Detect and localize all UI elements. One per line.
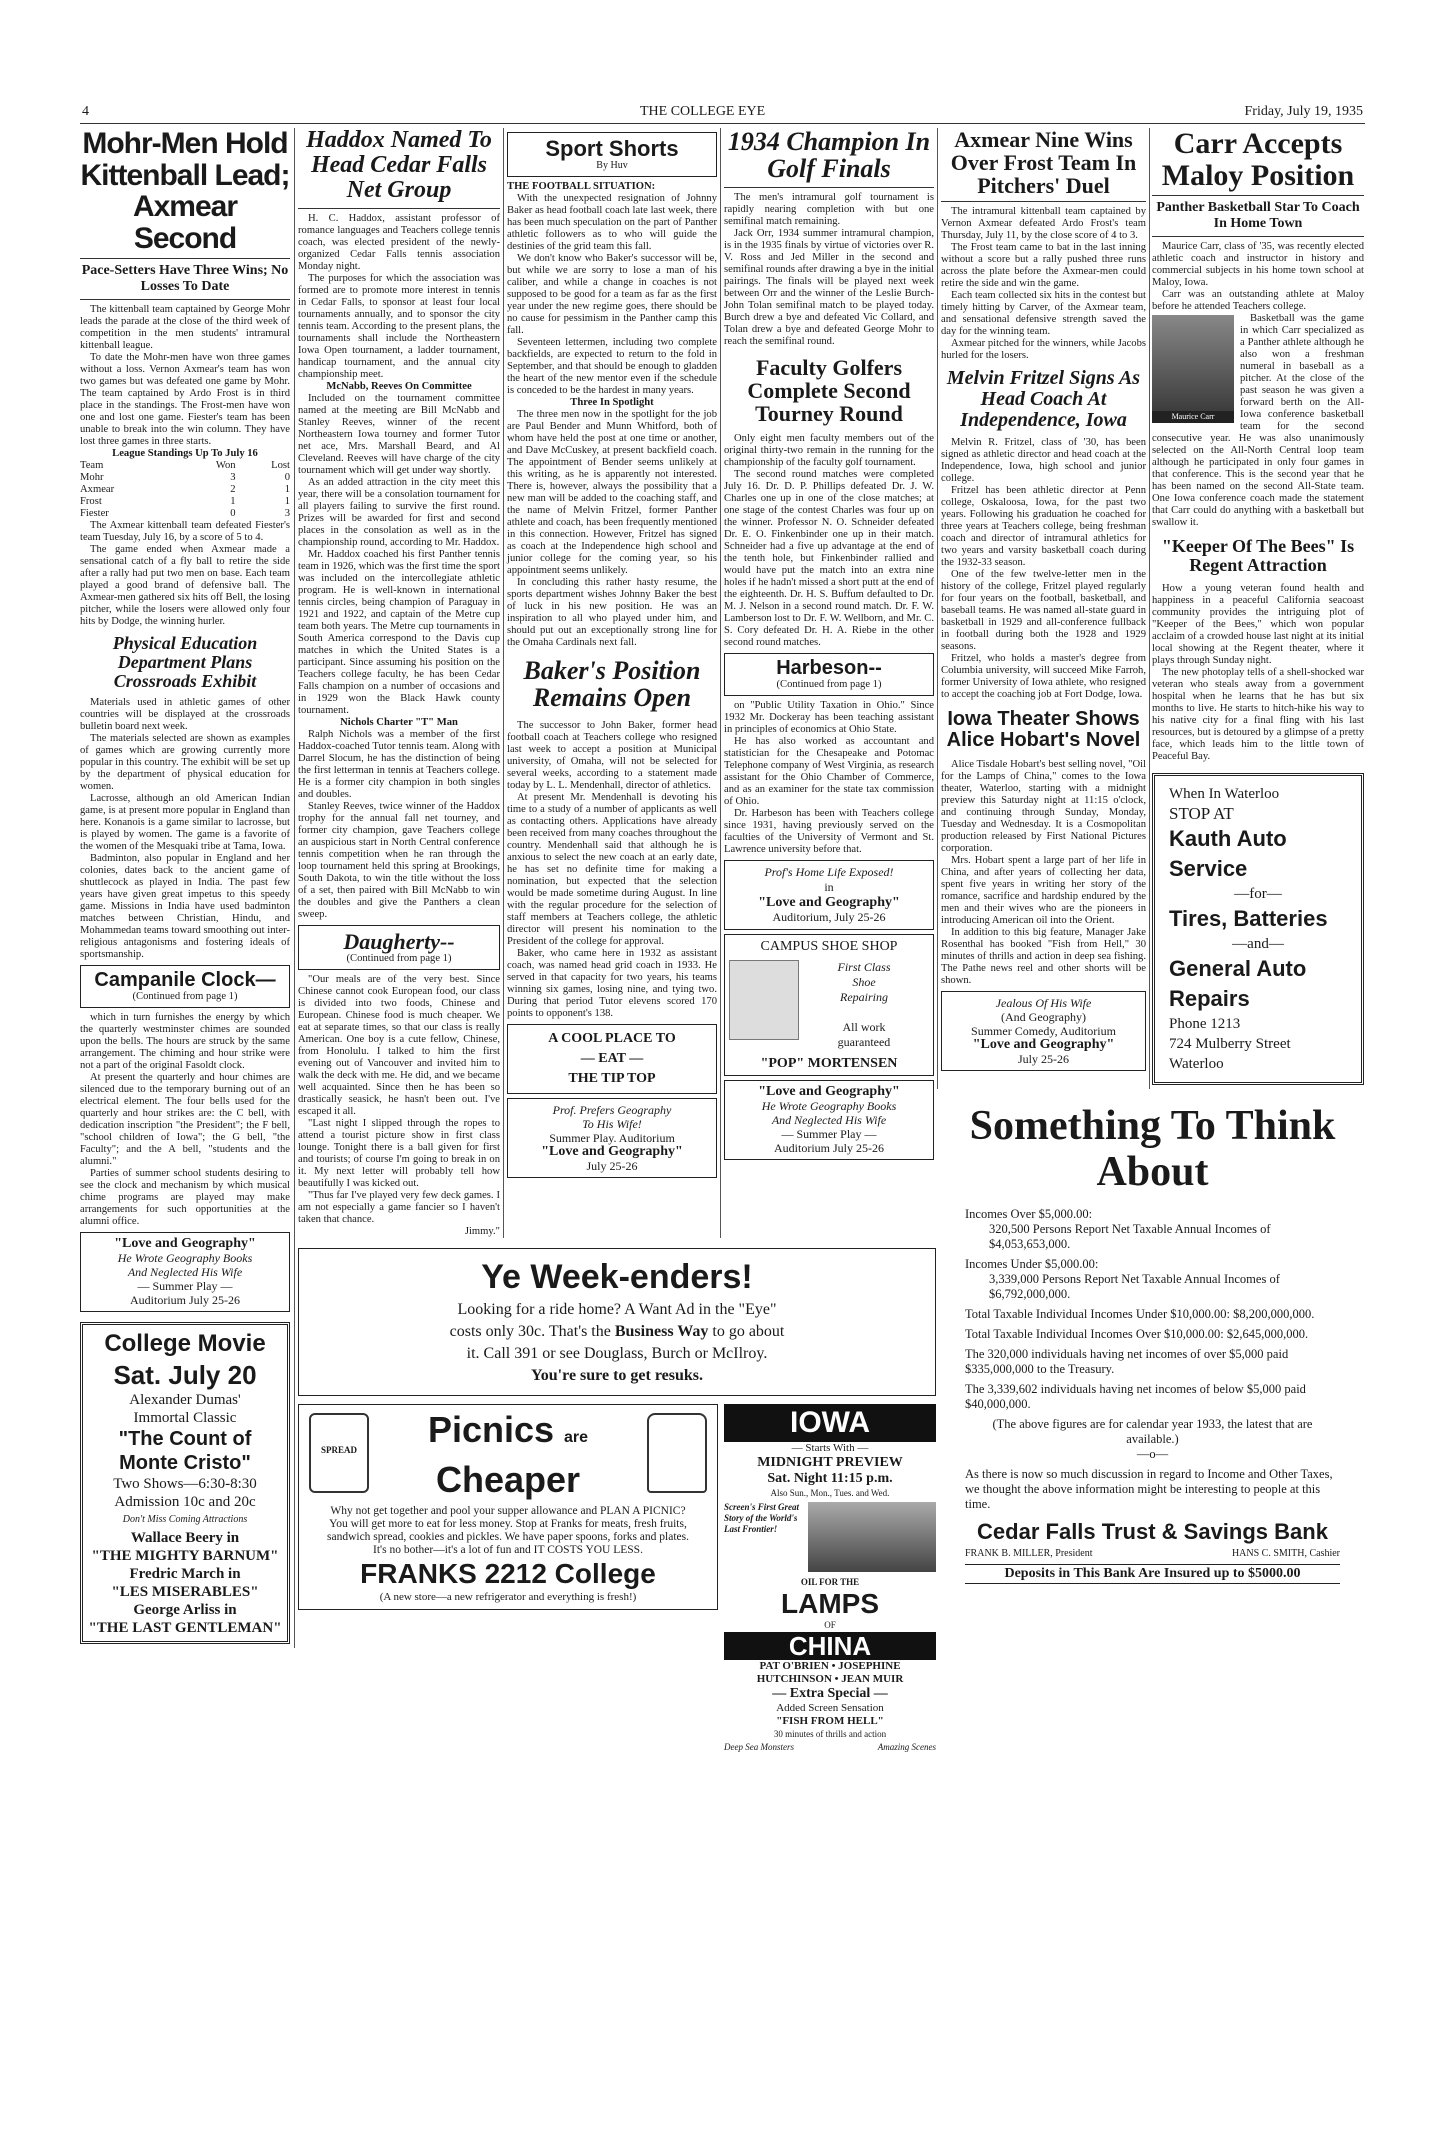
daugherty-paragraph: "Last night I slipped through the ropes to attend a tourist picture show in first class lounge. Tonight there is a ball given for first and tourists; of course I'm going to break in on it. My next letter will probably tell how beautifully I was kicked out. [298, 1117, 500, 1189]
column-rule [503, 128, 504, 1238]
hobart-headline: Iowa Theater Shows Alice Hobart's Novel [946, 708, 1141, 752]
tip-top-ad: A COOL PLACE TO — EAT — THE TIP TOP [507, 1024, 717, 1094]
campanile-paragraph: which in turn furnishes the energy by which the quarterly westminster chimes are sounded upon the bells. The hours are struck by the same arrangement. The chiming and hour strike were not a part of the original Fasoldt clock. [80, 1011, 290, 1071]
table-row: Fiester 0 3 [80, 508, 290, 519]
column-1 [80, 128, 290, 1648]
sport-shorts-header: Sport Shorts By Huv [507, 132, 717, 177]
mohr-deck: Pace-Setters Have Three Wins; No Losses To Date [81, 263, 289, 294]
golf-headline: 1934 Champion In Golf Finals [727, 127, 931, 184]
bank-ad: Something To Think About Incomes Over $5,000.00: 320,500 Persons Report Net Taxable Annual Incomes of $4,053,653,000. Incomes Under $5,000.00: 3,339,000 Persons Report Net Taxable Annual Incomes of $6,792,000,000. Total Taxable Individual Incomes Under $10,000.00: $8,200,000,000. Total Taxable Individual Incomes Over $10,000.00: $2,645,000,000. The 320,000 individuals having net incomes of over $5,000 paid $335,000,000 to the Treasury. The 3,339,602 individuals having net incomes of below $5,000 paid $40,000,000. (The above figures are for calendar year 1933, the latest that are available.) —o— As there is now so much discussion in regard to Income and Other Taxes, we thought the above information might be interesting to people at this time. Cedar Falls Trust & Savings Bank FRANK B. MILLER, President HANS C. SMITH, Cashier Deposits in This Bank Are Insured up to $5000.00 [941, 1103, 1364, 1584]
carr-paragraph: Carr was an outstanding athlete at Maloy before he attended Teachers college. [1152, 289, 1364, 312]
haddox-paragraph: Included on the tournament committee named at the meeting are Bill McNabb and Stanley Reeves, winner of the recent Northeastern Iowa tourney and former Tutor net ace, Mrs. Marshall Beard, and Al Cleveland. Reeves will have charge of the city tournament which will get under way shortly. [298, 392, 500, 476]
sport-paragraph: With the unexpected resignation of Johnny Baker as head football coach late last week, there has been much speculation on the part of Panther athletic followers as to who will guide the destinies of the grid team this fall. [507, 193, 717, 253]
sport-paragraph: The three men now in the spotlight for the job are Paul Bender and Munn Whitford, both of whom have held the post at one time or another, and Dave McCuskey, at present backfield coach. The appointment of Bender seems unlikely at this writing, as he is apparently not interested. There is, however, always the possibility that a new man will be added to the coaching staff, and the name of Melvin Fritzel, former Panther athlete and coach, has been frequently mentioned in this connection. However, Fritzel has signed as coach at the Independence high school and junior college for the coming year, so his appointment seems unlikely. [507, 409, 717, 577]
week-enders-line: it. Call 391 or see Douglass, Burch or McIlroy. [466, 1345, 768, 1362]
mohr-headline: Mohr-Men Hold Kittenball Lead; Axmear Second [80, 127, 290, 255]
bank-insurance-note: Deposits in This Bank Are Insured up to $5000.00 [965, 1564, 1340, 1584]
mohr-paragraph: The game ended when Axmear made a sensational catch of a fly ball to retire the side after a rally had put two men on base. Each team played a good brand of defensive ball. The Axmear-men gathered six hits off Bell, the losing pitcher, while the losers were allowed only four hits by Dodge, the winning hurler. [80, 544, 290, 627]
golf-paragraph: The men's intramural golf tournament is rapidly nearing completion with but one semifinal match remaining. [724, 191, 934, 227]
harbeson-paragraph: Dr. Harbeson has been with Teachers college since 1931, having previously served on the faculties of the University of Vermont and St. Lawrence university before that. [724, 807, 934, 855]
iowa-logo: IOWA [724, 1404, 936, 1442]
jar-icon: SPREAD [309, 1413, 369, 1493]
baker-paragraph: The successor to John Baker, former head football coach at Teachers college who resigned last week to accept a position at Municipal university, of Omaha, will not be selected for several weeks, according to a statement made today by L. L. Mendenhall, director of athletics. [507, 719, 717, 791]
column-3 [507, 128, 717, 1182]
shoe-shop-ad: CAMPUS SHOE SHOP First Class Shoe Repairing All work guaranteed "POP" MORTENSEN [724, 934, 934, 1076]
harbeson-header: Harbeson-- (Continued from page 1) [724, 653, 934, 696]
carr-paragraph: Maurice Carr, class of '35, was recently elected athletic coach and instructor in history and commercial subjects in his home town school at Maloy, Iowa. [1152, 241, 1364, 288]
haddox-paragraph: Mr. Haddox coached his first Panther tennis team in 1926, which was the first time the sport was included on the intercollegiate athletic program. He is well-known in international tennis circles, being champion of Paraguay in 1921 and 1922, and captain of the Metre cup team both years. The Metre cup tournaments in South America correspond to the Davis cup matches in which the United States is a participant. Since assuming his position on the Teachers college faculty, he has been Cedar Falls champion on a number of occasions and in 1929 won the Black Hawk county tournament. [298, 548, 500, 716]
haddox-headline: Haddox Named To Head Cedar Falls Net Group [306, 127, 492, 204]
standings-title: League Standings Up To July 16 [112, 448, 258, 459]
bank-president: FRANK B. MILLER, President [965, 1548, 1093, 1559]
table-row: Mohr 3 0 [80, 472, 290, 483]
carr-headline: Carr Accepts Maloy Position [1161, 127, 1355, 192]
franks-picnic-ad: SPREAD Picnics are Cheaper Why not get together and pool your supper allowance and PLAN A PICNIC? You will get more to eat for less money. Stop at Franks for meats, fresh fruits, sandwich spread, cookies and pickles. We have paper spoons, forks and plates. It's no bother—it's a lot of fun and IT COSTS YOU LESS. FRANKS 2212 College (A new store—a new refrigerator and everything is fresh!) [298, 1404, 718, 1610]
masthead [80, 104, 1365, 124]
harbeson-paragraph: He has also worked as accountant and statistician for the Chesapeake and Potomac Telephone company of West Virginia, as research assistant for the Ohio Chamber of Commerce, and as an examiner for the state tax commission of Ohio. [724, 735, 934, 807]
fritzel-headline: Melvin Fritzel Signs As Head Coach At Independence, Iowa [946, 367, 1141, 432]
physed-paragraph: Badminton, also popular in England and her colonies, dates back to the ancient game of shuttlecock as played in India. The past few years have given great impetus to this speedy game. Missions in India have used badminton matches between Christian, Hindu, and Mohammedan teams toward smoothing out inter-religious antagonisms and fostering ideals of sportsmanship. [80, 852, 290, 960]
week-enders-line: Looking for a ride home? A Want Ad in the "Eye" [457, 1301, 777, 1318]
keeper-paragraph: The new photoplay tells of a shell-shocked war veteran who steals away from a government hospital when he learns that he has but six months to live. He starts to hitch-hike his way to his native city for a final fling with his last resources, but is detoured by a glimpse of a pretty face, which leads him to the little town of Peaceful Bay. [1152, 666, 1364, 762]
column-6 [1152, 128, 1364, 1089]
haddox-paragraph: Ralph Nichols was a member of the first Haddox-coached Tutor tennis team. Along with Darrel Slocum, he has the distinction of being the first letterman in tennis at Teachers college. He is a former city champion in both singles and doubles. [298, 728, 500, 800]
axmear-paragraph: Axmear pitched for the winners, while Jacobs hurled for the losers. [941, 338, 1146, 362]
movie-still-image [808, 1502, 936, 1572]
sport-subhead: THE FOOTBALL SITUATION: [507, 181, 656, 193]
franks-store-name: FRANKS 2212 College [360, 1558, 656, 1589]
mohr-paragraph: The kittenball team captained by George Mohr leads the parade at the close of the third week of competition in the men students' intramural kittenball league. [80, 304, 290, 351]
table-row: Frost 1 1 [80, 496, 290, 507]
physed-headline: Physical Education Department Plans Crossroads Exhibit [112, 633, 258, 691]
week-enders-line: You're sure to get resuks. [531, 1367, 703, 1384]
carr-paragraph: Basketball was the game in which Carr specialized as a Panther athlete although he also won a freshman numeral in baseball as a pitcher. At the close of the past season he was given a forward berth on the All-Iowa conference basketball team for the second consecutive year. He was also unanimously selected on the All-North Central loop team although he participated in only four games in that conference. This is the second year that he has been named on the second All-State team. One Iowa conference coach made the statement that Carr could do anything with a basketball but swallow it. [1152, 313, 1364, 528]
sport-subhead: Three In Spotlight [570, 397, 654, 409]
sport-paragraph: We don't know who Baker's successor will be, but while we are sorry to lose a man of his caliber, and while a change in coaches is not supposed to be good for a team as far as the first year under the new regime goes, there should be no cause for pessimism in the Panther camp this fall. [507, 253, 717, 337]
table-row: Axmear 2 1 [80, 484, 290, 495]
carr-deck: Panther Basketball Star To Coach In Home Town [1156, 200, 1360, 231]
haddox-paragraph: H. C. Haddox, assistant professor of romance languages and Teachers college tennis coach, was elected president of the newly-organized Cedar Falls tennis association Monday night. [298, 212, 500, 272]
prof-prefers-ad: Prof. Prefers Geography To His Wife! Summer Play. Auditorium "Love and Geography" July 25-26 [507, 1098, 717, 1178]
daugherty-signature: Jimmy." [464, 1225, 500, 1237]
baker-paragraph: Baker, who came here in 1932 as assistant coach, was named head grid coach in 1933. He served in that capacity for two years, his teams winning six games, losing nine, and tying two. During that period Tutor elevens scored 170 points to opponent's 138. [507, 947, 717, 1019]
column-rule [294, 128, 295, 1648]
iowa-theater-ad: IOWA — Starts With — MIDNIGHT PREVIEW Sat. Night 11:15 p.m. Also Sun., Mon., Tues. and Wed. Screen's First Great Story of the World's Last Frontier! OIL FOR THE LAMPS OF CHINA PAT O'BRIEN • JOSEPHINE HUTCHINSON • JEAN MUIR — Extra Special — Added Screen Sensation "FISH FROM HELL" 30 minutes of thrills and action Deep Sea Monsters Amazing Scenes [724, 1406, 936, 1752]
baker-headline: Baker's Position Remains Open [523, 656, 701, 713]
week-enders-line: costs only 30c. That's the Business Way to go about [449, 1323, 785, 1340]
standings-table [80, 460, 290, 520]
jealous-ad: Jealous Of His Wife (And Geography) Summer Comedy, Auditorium "Love and Geography" July 25-26 [941, 991, 1146, 1071]
faculty-paragraph: The second round matches were completed July 16. Dr. D. P. Phillips defeated Dr. J. W. Charles one up in one of the close matches; at one stage of the contest Charles was four up on the winner. Professor N. O. Schneider defeated Dr. E. O. Finkenbinder one up in their match. Schneider had a five up advantage at the end of the tenth hole, but Finkenbinder rallied and would have put the match into an extra nine holes if he hadn't missed a short putt at the end of the eighteenth. Dr. H. S. Buffum defaulted to Dr. M. J. Nelson in a second round match. Dr. F. W. Lamberson lost to Dr. F. W. Wellborn, and Mr. C. S. Cory defeated Dr. H. A. Riebe in the other second round matches. [724, 468, 934, 648]
pickle-jar-icon [647, 1413, 707, 1493]
axmear-headline: Axmear Nine Wins Over Frost Team In Pitchers' Duel [950, 127, 1137, 199]
love-geography-ad-1: "Love and Geography" He Wrote Geography Books And Neglected His Wife — Summer Play — Auditorium July 25-26 [80, 1232, 290, 1312]
sport-paragraph: In concluding this rather hasty resume, the sports department wishes Johnny Baker the best of luck in his new position. He was an inspiration to all who played under him, and should put out an exceptionally strong line for the Omaha Cardinals next fall. [507, 577, 717, 649]
sport-paragraph: Seventeen lettermen, including two complete backfields, are expected to return to the fold in September, and that should be enough to gladden the heart of the new mentor even if the schedule is conceded to be the hardest in many years. [507, 337, 717, 397]
campanile-paragraph: At present the quarterly and hour chimes are silenced due to the temporary burning out of an electrical element. The four bells used for the quarterly and hour strikes are: the C bell, with dedication inscription "the President"; the F bell, "school children of Iowa"; the G bell, "the Faculty"; and the A bell, "students and the alumni." [80, 1071, 290, 1167]
home-life-ad: Prof's Home Life Exposed! in "Love and Geography" Auditorium, July 25-26 [724, 860, 934, 930]
haddox-subhead: McNabb, Reeves On Committee [326, 380, 472, 392]
love-geography-ad-3: "Love and Geography" He Wrote Geography Books And Neglected His Wife — Summer Play — Auditorium July 25-26 [724, 1080, 934, 1160]
bank-ad-title: Something To Think About [969, 1103, 1336, 1195]
column-4 [724, 128, 934, 1164]
fritzel-paragraph: Fritzel has been athletic director at Penn college, Oskaloosa, Iowa, for the past two years. Following his graduation he coached for three years at Teachers college, being freshman coach and director of intramural athletics for two years and varsity basketball coach during the 1932-33 season. [941, 485, 1146, 569]
axmear-paragraph: The intramural kittenball team captained by Vernon Axmear defeated Ardo Frost's team Thursday, July 11, by the close score of 4 to 3. [941, 206, 1146, 242]
issue-date: Friday, July 19, 1935 [1244, 104, 1363, 119]
paper-name: THE COLLEGE EYE [640, 104, 766, 119]
haddox-paragraph: As an added attraction in the city meet this year, there will be a consolation tournament for all players failing to survive the first round. Prizes will be awarded for first and second places in the consolation as well as in the championship round, according to Mr. Haddox. [298, 476, 500, 548]
campanile-header: Campanile Clock— (Continued from page 1) [80, 965, 290, 1008]
keeper-headline: "Keeper Of The Bees" Is Regent Attraction [1161, 536, 1355, 575]
haddox-paragraph: Stanley Reeves, twice winner of the Haddox trophy for the annual fall net tourney, and former city champion, gave Teachers college an auspicious start in North Central conference tennis competition when he ran through the loop tournament held this spring at Brookings, South Dakota, to win the title without the loss of a set, then paired with Bill McNabb to win the doubles and give the Panthers a clean sweep. [298, 800, 500, 920]
axmear-paragraph: The Frost team came to bat in the last inning without a score but a rally pushed three runs across the plate before the Axmear-men could retire the side and win the game. [941, 242, 1146, 290]
hobart-paragraph: Mrs. Hobart spent a large part of her life in China, and after years of collecting her data, spent five years in writing her story of the romance, sacrifice and hardship endured by the men and their wives who are the pioneers in introducing American oil into the Orient. [941, 855, 1146, 927]
haddox-subhead: Nichols Charter "T" Man [340, 716, 458, 728]
photo-caption: Maurice Carr [1152, 411, 1234, 423]
daugherty-paragraph: "Thus far I've played very few deck games. I am not especially a game fancier so I haven't taken that chance. [298, 1189, 500, 1225]
column-rule [720, 128, 721, 1238]
baker-paragraph: At present Mr. Mendenhall is devoting his time to a study of a number of applicants as well as contacting others. Applications have already been received from many coaches throughout the country. Mendenhall said that although he is anxious to select the new coach at an early date, he has set no definite time for making a nomination, but expected that the selection would be made sometime during August. In line with the regular procedure for the selection of staff members at Teachers college, the athletic director will present his nomination to the President of the college for approval. [507, 791, 717, 947]
keeper-paragraph: How a young veteran found health and happiness in a peaceful California seacoast community provides the intriguing plot of "Keeper of the Bees," which won popular acclaim of a crowded house last night at its initial local showing at the Regent theater, where it plays through Sunday night. [1152, 582, 1364, 666]
fritzel-paragraph: Fritzel, who holds a master's degree from Columbia university, will succeed Mike Farroh, former University of Iowa athlete, who resigned to accept the coaching job at Fort Dodge, Iowa. [941, 653, 1146, 701]
column-2 [298, 128, 500, 1238]
kauth-auto-ad: When In Waterloo STOP AT Kauth Auto Service —for— Tires, Batteries —and— General Auto Repairs Phone 1213 724 Mulberry Street Waterloo [1152, 773, 1364, 1085]
physed-paragraph: Materials used in athletic games of other countries will be displayed at the crossroads bulletin board next week. [80, 696, 290, 732]
hobart-paragraph: Alice Tisdale Hobart's best selling novel, "Oil for the Lamps of China," comes to the Iowa theater, Waterloo, starting with a midnight preview this Saturday night at 11:15 o'clock, and continuing through Sunday, Monday, Tuesday and Wednesday. It is a Cosmopolitan production released by First National Pictures corporation. [941, 759, 1146, 855]
hobart-paragraph: In addition to this big feature, Manager Jake Rosenthal has booked "Fish from Hell," 30 minutes of thrills and action in deep sea fishing. The Pathe news reel and other shorts will be shown. [941, 927, 1146, 987]
physed-paragraph: The materials selected are shown as examples of games which are growing currently more popular in this country. The exhibit will be set up by the department of physical education for women. [80, 732, 290, 792]
daugherty-paragraph: "Our meals are of the very best. Since Chinese cannot cook European food, our class is divided into two foods, Chinese and European. Chinese food is much cheaper. We eat at separate times, so that our class is really American. One boy is a cute fellow, Chinese, from Honolulu. I talked to him the first evening out of Vancouver and invited him to walk the deck with me. He did, and we became well acquainted. Since then he has been so drastically seasick, he hasn't been out. I've escaped it all. [298, 973, 500, 1117]
fritzel-paragraph: One of the few twelve-letter men in the history of the college, Fritzel played regularly for four years on the football, basketball, and baseball teams. He was named all-state guard in basketball in 1929 and all-conference fullback in football during both the 1928 and 1929 seasons. [941, 569, 1146, 653]
fritzel-paragraph: Melvin R. Fritzel, class of '30, has been signed as athletic director and head coach at the Independence, Iowa, high school and junior college. [941, 437, 1146, 485]
campanile-paragraph: Parties of summer school students desiring to see the clock and mechanism by which musical chime programs are played may make arrangements for such opportunities at the alumni office. [80, 1167, 290, 1227]
bank-name: Cedar Falls Trust & Savings Bank [977, 1519, 1328, 1544]
golf-paragraph: Jack Orr, 1934 summer intramural champion, is in the 1935 finals by virtue of victories over R. V. Ross and Jed Miller in the second and semifinal rounds after drawing a bye in the initial pairings. The finals will be played next week between Orr and the winner of the Leslie Burch-John Tolan semifinal match to be played today. Burch drew a bye and defeated Vic Collard, and Tolan drew a bye and defeated George Mohr to reach the semifinal round. [724, 227, 934, 347]
haddox-paragraph: The purposes for which the association was formed are to promote more interest in tennis in Cedar Falls, to sponsor at least four local tournaments annually, and to sponsor the city tennis team. According to the present plans, the tournaments shall include the Northeastern Iowa Open tournament, a ladder tournament, handicap tournament, and the annual city championship meet. [298, 272, 500, 380]
college-movie-ad: College Movie Sat. July 20 Alexander Dumas' Immortal Classic "The Count of Monte Cristo" Two Shows—6:30-8:30 Admission 10c and 20c Don't Miss Coming Attractions Wallace Beery in "THE MIGHTY BARNUM" Fredric March in "LES MISERABLES" George Arliss in "THE LAST GENTLEMAN" [80, 1322, 290, 1644]
physed-paragraph: Lacrosse, although an old American Indian game, is at present more popular in England than here. Konanois is a game similar to lacrosse, but is played by women. The game is a favorite of the women of the Mesquaki tribe at Tama, Iowa. [80, 792, 290, 852]
daugherty-header: Daugherty-- (Continued from page 1) [298, 925, 500, 970]
column-5 [941, 128, 1146, 1075]
table-header-row: Team Won Lost [80, 460, 290, 471]
week-enders-ad [298, 1248, 936, 1396]
mohr-paragraph: To date the Mohr-men have won three games without a loss. Vernon Axmear's team has won two games but was defeated one game by Mohr. The team captained by Ardo Frost is in third place in the standings. The Frost-men have won one and lost one game. Fiester's team has been unable to break into the win column. They have lost three games in three starts. [80, 352, 290, 447]
axmear-paragraph: Each team collected six hits in the contest but timely hitting by Carver, of the Axmear team, and sensational defensive strength saved the day for the winning team. [941, 290, 1146, 338]
shoe-illustration-icon [729, 960, 799, 1040]
bank-cashier: HANS C. SMITH, Cashier [1231, 1548, 1340, 1559]
week-enders-title: Ye Week-enders! [481, 1258, 753, 1296]
faculty-headline: Faculty Golfers Complete Second Tourney Round [747, 354, 911, 426]
mohr-paragraph: The Axmear kittenball team defeated Fiester's team Tuesday, July 16, by a score of 5 to 4. [80, 520, 290, 543]
column-rule [1149, 128, 1150, 1089]
page-number: 4 [82, 104, 89, 119]
faculty-paragraph: Only eight men faculty members out of the original thirty-two remain in the running for the championship of the faculty golf tournament. [724, 432, 934, 468]
carr-photo [1152, 315, 1234, 423]
harbeson-paragraph: on "Public Utility Taxation in Ohio." Since 1932 Mr. Dockeray has been teaching assistant in principles of economics at Ohio State. [724, 699, 934, 735]
column-rule [937, 128, 938, 1089]
